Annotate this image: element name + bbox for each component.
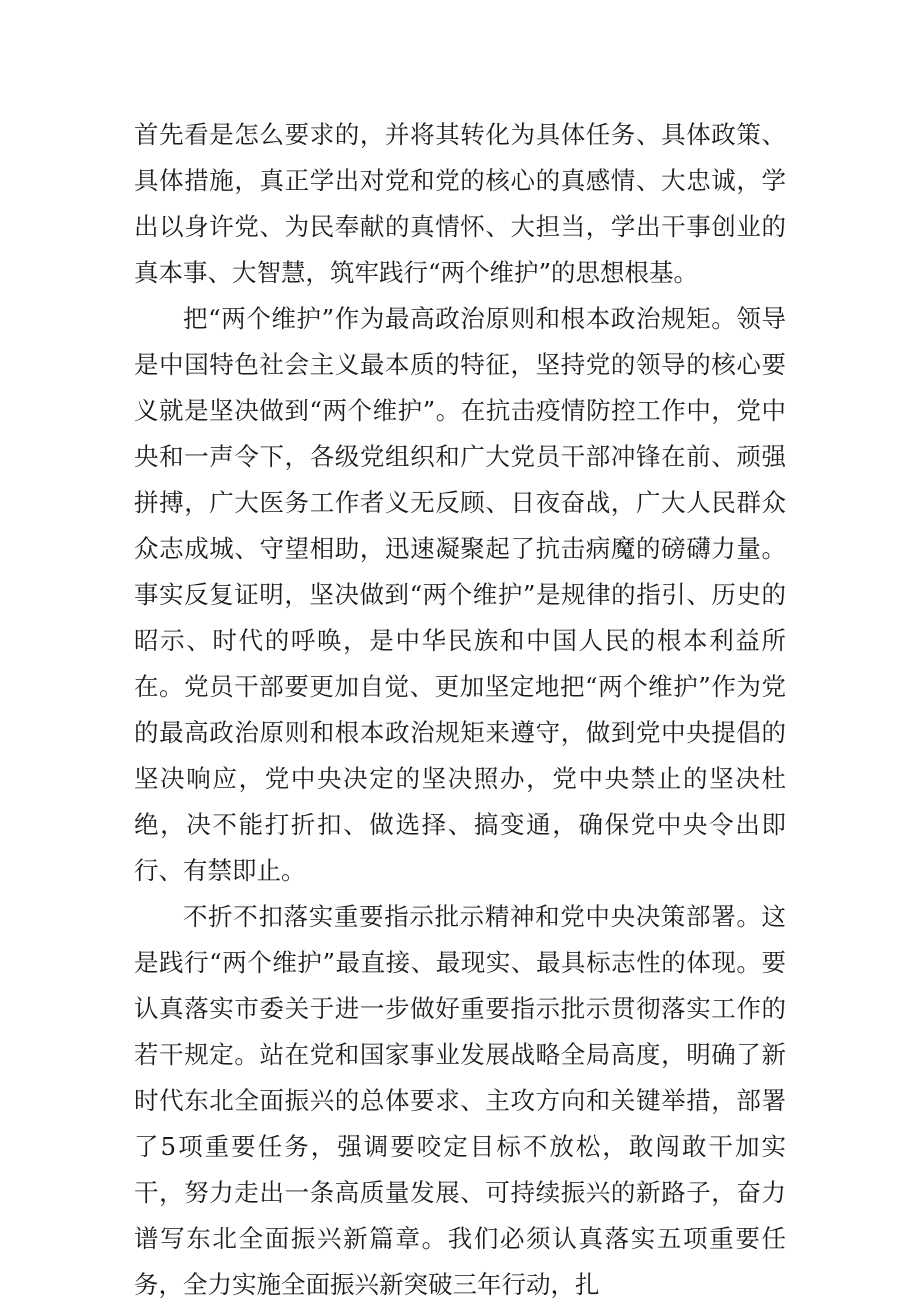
paragraph-2: 把“两个维护”作为最高政治原则和根本政治规矩。领导是中国特色社会主义最本质的特征，坚持党的领导的核心要义就是坚决做到“两个维护”。在抗击疫情防控工作中，党中央和一声令下，各级党组织和广大党员干部冲锋在前、顽强拼搏，广大医务工作者义无反顾、日夜奋战，广大人民群众众志成城、守望相助，迅速凝聚起了抗击病魔的磅礴力量。事实反复证明，坚决做到“两个维护”是规律的指引、历史的昭示、时代的呼唤，是中华民族和中国人民的根本利益所在。党员干部要更加自觉、更加坚定地把“两个维护”作为党的最高政治原则和根本政治规矩来遵守，做到党中央提倡的坚决响应，党中央决定的坚决照办，党中央禁止的坚决杜绝，决不能打折扣、做选择、搞变通，确保党中央令出即行、有禁即止。 [134,304,786,885]
paragraph-1: 首先看是怎么要求的，并将其转化为具体任务、具体政策、具体措施，真正学出对党和党的核心的真感情、大忠诚，学出以身许党、为民奉献的真情怀、大担当，学出干事创业的真本事、大智慧，筑牢践行“两个维护”的思想根基。 [134,120,786,287]
document-body [134,112,786,1308]
paragraph-3: 不折不扣落实重要指示批示精神和党中央决策部署。这是践行“两个维护”最直接、最现实、最具标志性的体现。要认真落实市委关于进一步做好重要指示批示贯彻落实工作的若干规定。站在党和国家事业发展战略全局高度，明确了新时代东北全面振兴的总体要求、主攻方向和关键举措，部署了5项重要任务，强调要咬定目标不放松，敢闯敢干加实干，努力走出一条高质量发展、可持续振兴的新路子，奋力谱写东北全面振兴新篇章。我们必须认真落实五项重要任务，全力实施全面振兴新突破三年行动，扎 [134,902,786,1299]
